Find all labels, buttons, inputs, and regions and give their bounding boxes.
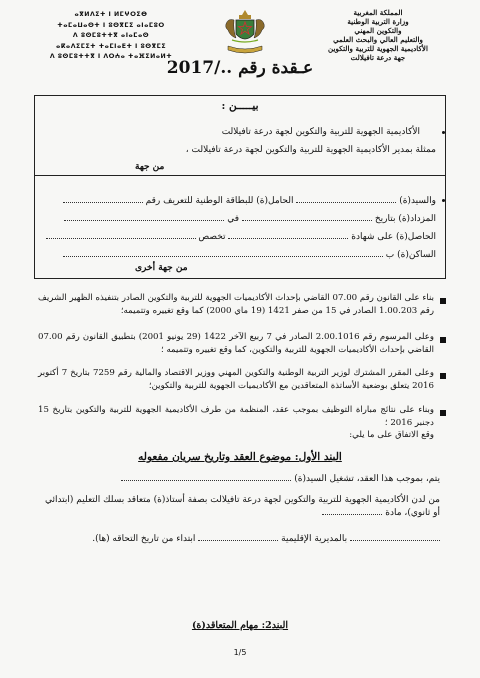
subject-blank: [322, 506, 382, 515]
article-1-line: بالمديرية الإقليمية ابتداء من تاريخ التحاقه (ها).: [40, 532, 440, 545]
residence-label: الساكن(ة) ب: [385, 250, 436, 260]
id-card-label: الحامل(ة) للبطاقة الوطنية للتعريف رقم: [145, 196, 294, 206]
header-arabic-block: [298, 8, 458, 62]
born-in-label: في: [227, 214, 240, 224]
first-party-label: من جهة: [135, 162, 165, 172]
specialty-blank: [46, 230, 196, 239]
name-blank: [296, 194, 396, 203]
first-party-line: ممثلة بمدير الأكاديمية الجهوية للتربية والتكوين لجهة درعة تافيلالت ،: [185, 145, 436, 155]
preamble-paragraph: وبناء على نتائج مباراة التوظيف بموجب عقد، المنظمة من طرف الأكاديمية الجهوية للتربية والتكوين بتاريخ 15 دجنبر 2016 ؛: [38, 405, 434, 428]
header-line: ⴰⴳⵍⴷⵉⵜ ⵏ ⵍⵎⵖⵔⵉⴱ: [74, 11, 148, 18]
degree-blank: [228, 230, 348, 239]
header-line: وزارة التربية الوطنية: [347, 17, 409, 26]
preamble-paragraph: وعلى المقرر المشترك لوزير التربية الوطنية والتكوين المهني ووزير الاقتصاد والمالية رقم 7259 بتاريخ 7 أكتوبر 2016 يتعلق بوضعية الأساتذة المتعاقدين مع الأكاديميات الجهوية للتربية والتكوين؛: [38, 368, 434, 391]
header-line: والتكوين المهني: [354, 26, 402, 35]
article-2-title: البند2: مهام المتعاقد(ة): [191, 620, 289, 631]
born-on-label: المزداد(ة) بتاريخ: [374, 214, 436, 224]
royal-emblem-icon: [222, 6, 268, 56]
square-bullet-icon: [440, 410, 446, 416]
degree-label: الحاصل(ة) على شهادة: [351, 232, 436, 242]
between-label: بيـــــن :: [221, 100, 259, 112]
employee-name-blank: [121, 472, 291, 481]
pre-blank: [350, 532, 440, 541]
header-line: جهة درعة تافيلالت: [350, 53, 406, 62]
born-on-blank: [242, 212, 372, 221]
page-title: عـقدة رقم ../2017: [166, 58, 314, 78]
header-tifinagh-block: [36, 10, 186, 63]
header-line: والتعليم العالي والبحث العلمي: [333, 35, 423, 44]
first-party-line: الأكاديمية الجهوية للتربية والتكوين لجهة درعة تافيلالت: [221, 127, 420, 137]
square-bullet-icon: [440, 373, 446, 379]
residence-blank: [63, 248, 383, 257]
header-line: ⵜⴰⵎⴰⵡⴰⵙⵜ ⵏ ⵓⵙⴳⵎⵉ ⴰⵏⴰⵎⵓⵔ: [57, 21, 165, 29]
name-id-row: [36, 194, 436, 207]
header-line: الأكاديمية الجهوية للتربية والتكوين: [327, 44, 428, 53]
id-card-blank: [63, 194, 143, 203]
birth-row: [36, 212, 436, 225]
directorate-blank: [198, 532, 278, 541]
header-line: المملكة المغربية: [353, 8, 403, 17]
born-in-blank: [64, 212, 224, 221]
header-line: ⴷ ⵓⵙⵎⵓⵜⵜⴳ ⴰⵏⴰⵎⴰⵙ: [72, 32, 150, 39]
preamble-paragraph: وعلى المرسوم رقم 2.00.1016 الصادر في 7 ربيع الآخر 1422 (29 يونيو 2001) بتطبيق القانون رقم 07.00 القاضي بإحداث الأكاديميات الجهوية للتربية والتكوين، كما وقع تغييره وتتميمه ؛: [38, 332, 434, 355]
specialty-label: تخصص: [198, 232, 226, 242]
article-1-line: من لدن الأكاديمية الجهوية للتربية والتكوين لجهة درعة تافيلالت بصفة أستاذ(ة) متعاقد بسلك التعليم (ابتدائي أو ثانوي)، مادة: [44, 495, 440, 518]
bullet-icon: [442, 199, 445, 202]
article-1-title: البند الأول: موضوع العقد وتاريخ سريان مفعوله: [138, 451, 342, 463]
bullet-icon: [442, 131, 445, 134]
page-number: 1/5: [233, 648, 247, 657]
header-line: ⴷ ⵓⵙⵎⵓⵜⵜⴳ ⵏ ⴷⵔⵄⴰ ⵜⴰⴼⵉⵍⴰⵍⵜ: [49, 53, 173, 60]
article-1-line: يتم، بموجب هذا العقد، تشغيل السيد(ة): [40, 472, 440, 485]
agreement-line: وقع الاتفاق على ما يلي:: [349, 430, 434, 440]
square-bullet-icon: [440, 337, 446, 343]
preamble-paragraph: بناء على القانون رقم 07.00 القاضي بإحداث الأكاديميات الجهوية للتربية والتكوين الصادر بتنفيذه الظهير الشريف رقم 1.00.203 الصادر في 15 من صفر 1421 (19 ماي 2000) كما وقع تغييره وتتميمه؛: [38, 293, 434, 316]
name-field-label: والسيد(ة): [399, 196, 436, 206]
degree-row: [36, 230, 436, 243]
header-line: ⴰⴽⴰⴷⵉⵎⵉⵜ ⵜⴰⵎⵏⴰⴹⵜ ⵏ ⵓⵙⴳⵎⵉ: [55, 42, 167, 50]
residence-row: [36, 248, 436, 261]
square-bullet-icon: [440, 298, 446, 304]
parties-divider: [34, 175, 446, 176]
second-party-label: من جهة أخرى: [135, 263, 188, 273]
